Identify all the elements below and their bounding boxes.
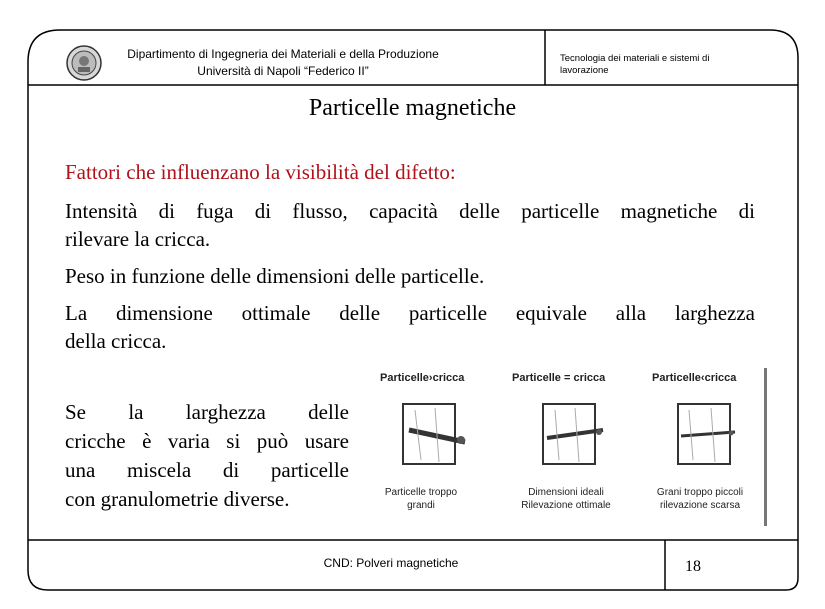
mixture-line-4: con granulometrie diverse.: [65, 487, 290, 511]
slide-title: Particelle magnetiche: [308, 95, 517, 121]
mixture-paragraph: [65, 398, 349, 514]
particle-diagrams: [375, 390, 770, 480]
university-name: Università di Napoli “Federico II”: [197, 64, 369, 78]
caption-small-line-1: Grani troppo piccoli: [656, 487, 744, 498]
figure-header-equal: Particelle = cricca: [512, 372, 606, 384]
university-seal-icon: [66, 45, 102, 81]
paragraph-flux-line-1: Intensità di fuga di flusso, capacità delle particelle magnetiche di: [65, 199, 755, 223]
paragraph-weight: Peso in funzione delle dimensioni delle particelle.: [65, 264, 485, 288]
paragraph-flux-line-2: rilevare la cricca.: [65, 227, 211, 251]
caption-ideal: [506, 486, 626, 512]
course-name: Tecnologia dei materiali e sistemi di lavorazione: [560, 53, 710, 76]
mixture-line-2: cricche è varia si può usare: [65, 429, 349, 453]
figure-right-border: [764, 368, 767, 526]
diagram-small-particles: [678, 404, 735, 464]
caption-large-line-2: grandi: [407, 500, 435, 511]
department-name: Dipartimento di Ingegneria dei Materiali e della Produzione: [127, 47, 439, 61]
mixture-line-3: una miscela di particelle: [65, 458, 349, 482]
diagram-large-particles: [403, 404, 465, 464]
diagram-ideal-particles: [543, 404, 603, 464]
caption-large-line-1: Particelle troppo: [384, 487, 458, 498]
caption-large: [361, 486, 481, 512]
footer-label: CND: Polveri magnetiche: [323, 556, 459, 570]
factors-heading: Fattori che influenzano la visibilità del difetto:: [65, 160, 456, 184]
figure-header-large: Particelle›cricca: [380, 372, 465, 384]
paragraph-dimension-line-1: La dimensione ottimale delle particelle equivale alla larghezza: [65, 301, 755, 325]
department-header: [118, 46, 448, 80]
figure-header-small: Particelle‹cricca: [652, 372, 737, 384]
caption-ideal-line-2: Rilevazione ottimale: [521, 500, 611, 511]
caption-ideal-line-1: Dimensioni ideali: [528, 487, 604, 498]
mixture-line-1: Se la larghezza delle: [65, 400, 349, 424]
paragraph-dimension-line-2: della cricca.: [65, 329, 167, 353]
caption-small-line-2: rilevazione scarsa: [659, 500, 741, 511]
caption-small: [640, 486, 760, 512]
page-number: 18: [685, 558, 701, 575]
paragraph-flux: [65, 197, 755, 253]
paragraph-dimension: [65, 299, 755, 355]
